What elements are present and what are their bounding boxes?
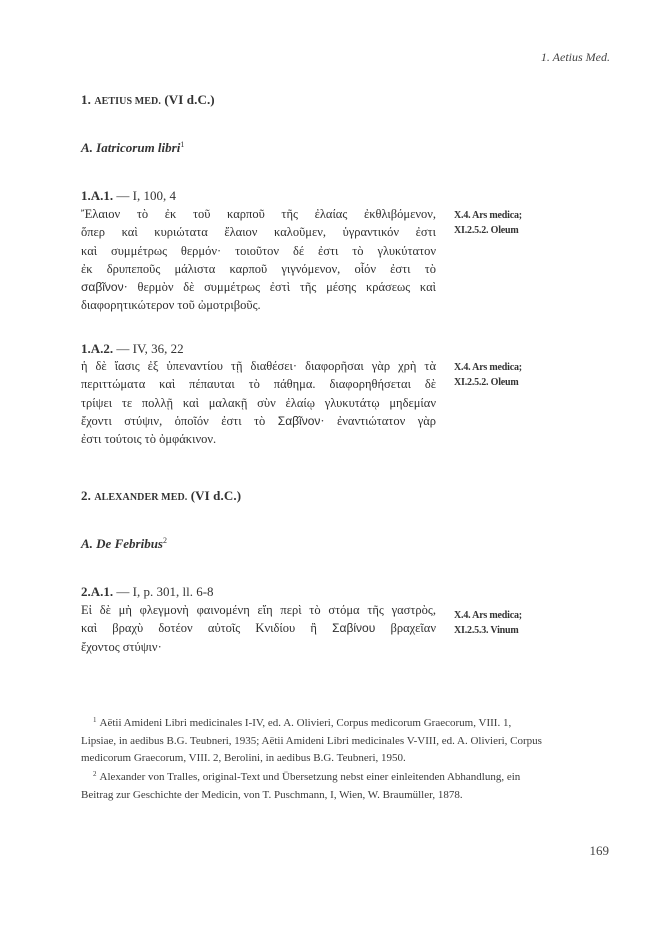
passage-line: ἡ δὲ ἴασις ἐξ ὑπεναντίου τῇ διαθέσει· διαφορῆσαι γὰρ χρὴ τὰ	[81, 359, 436, 373]
margin-line: X.4. Ars medica;	[454, 362, 522, 373]
footnote	[81, 766, 609, 804]
highlighted-term: Σαβίνου	[332, 621, 376, 636]
passage-line: διαφορητικώτερον τοῦ ὠμοτριβοῦς.	[81, 298, 261, 313]
passage-line: ὅπερ καὶ κυριώτατα ἔλαιον καλοῦμεν, ὑγραντικόν ἐστι	[81, 225, 436, 240]
margin-line: X.4. Ars medica;	[454, 610, 522, 621]
section-heading	[81, 92, 215, 108]
section-number: 2.	[81, 488, 91, 503]
passage-line: ἐκ δρυπεποῦς μάλιστα καρποῦ γιγνόμενον, οἷόν ἐστι τὸ	[81, 261, 436, 276]
footnote-line: medicorum Graecorum, VIII. 2, Berolini, in aedibus B.G. Teubneri, 1950.	[81, 752, 406, 765]
entry-ref: 1.A.2.	[81, 341, 114, 356]
passage-line: ἔχοντι στύψιν, ὁποῖόν ἐστι τὸ Σαβῖνον· ἐναντιώτατον γὰρ	[81, 413, 437, 428]
margin-classification	[454, 609, 522, 638]
section-date: (VI d.C.)	[164, 92, 215, 107]
entry-heading	[81, 341, 184, 357]
section-author: ALEXANDER MED.	[94, 492, 188, 503]
highlighted-term: σαβῖνον	[81, 280, 124, 295]
margin-line: X.4. Ars medica;	[454, 210, 522, 221]
section-date: (VI d.C.)	[190, 488, 242, 503]
passage-line: Ἔλαιον τὸ ἐκ τοῦ καρποῦ τῆς ἐλαίας ἐκθλιβόμενον,	[81, 207, 436, 221]
passage-line: σαβῖνον· θερμὸν δὲ συμμέτρως ἐστὶ τῆς μέσης κράσεως καὶ	[81, 280, 436, 295]
passage-line: καὶ βραχὺ δοτέον αὐτοῖς Κνιδίου ἢ Σαβίνου βραχεῖαν	[81, 621, 436, 636]
margin-line: XI.2.5.3. Vinum	[454, 624, 519, 636]
work-title	[81, 536, 167, 552]
passage-line: ἔχοντος στύψιν·	[81, 639, 162, 654]
footnote-line: Beitrag zur Geschichte der Medicin, von T. Puschmann, I, Wien, W. Braumüller, 1878.	[81, 788, 463, 801]
margin-line: XI.2.5.2. Oleum	[454, 224, 519, 236]
footnote-text: Alexander von Tralles, original-Text und Übersetzung nebst einer einleitenden Abhandlung, ein	[99, 771, 521, 783]
footnote	[81, 712, 609, 768]
footnote-line	[81, 766, 609, 787]
passage-line: Εἰ δὲ μὴ φλεγμονὴ φαινομένη εἴη περὶ τὸ στόμα τῆς γαστρὸς,	[81, 603, 436, 617]
passage-line: καὶ συμμέτρως θερμόν· τοιοῦτον δέ ἐστι τὸ γλυκύτατον	[81, 243, 436, 258]
entry-heading	[81, 188, 176, 204]
footnote-ref: 1	[180, 140, 185, 149]
footnote-text: Aëtii Amideni Libri medicinales I-IV, ed. A. Olivieri, Corpus medicorum Graecorum, VIII. 1,	[99, 717, 512, 729]
greek-passage	[81, 205, 436, 315]
margin-classification	[454, 209, 522, 238]
entry-ref: 1.A.1.	[81, 188, 114, 203]
section-number: 1.	[81, 92, 91, 107]
page-number: 169	[589, 843, 609, 858]
footnote-number: 1	[93, 716, 97, 724]
work-label: A. Iatricorum libri	[81, 140, 181, 155]
greek-passage	[81, 601, 436, 656]
footnote-number: 2	[93, 770, 97, 778]
margin-classification	[454, 361, 522, 390]
passage-line: ἐστι τούτοις τὸ ὀμφάκινον.	[81, 432, 217, 447]
section-heading	[81, 488, 241, 504]
entry-location: — I, 100, 4	[116, 188, 176, 203]
entry-heading	[81, 584, 214, 600]
footnote-line: Lipsiae, in aedibus B.G. Teubneri, 1935; Aëtii Amideni Libri medicinales V-VIII, ed. A. Olivieri, Corpus	[81, 734, 542, 747]
entry-ref: 2.A.1.	[81, 584, 114, 599]
work-title	[81, 140, 184, 156]
entry-location: — IV, 36, 22	[116, 341, 184, 356]
greek-passage	[81, 357, 436, 448]
footnote-ref: 2	[162, 536, 167, 545]
passage-line: περιττώματα καὶ πέπαυται τὸ πάθημα. διαφορηθήσεται δὲ	[81, 377, 436, 392]
work-label: A. De Febribus	[81, 536, 163, 551]
entry-location: — I, p. 301, ll. 6-8	[116, 584, 214, 599]
margin-line: XI.2.5.2. Oleum	[454, 376, 519, 388]
highlighted-term: Σαβῖνον	[277, 413, 321, 428]
running-head: 1. Aetius Med.	[540, 50, 610, 64]
footnote-line	[81, 712, 609, 733]
section-author: AETIUS MED.	[94, 96, 161, 107]
passage-line: τρίψει τε πολλῇ καὶ μαλακῇ σὺν ἐλαίῳ γλυκυτάτῳ μηδεμίαν	[81, 395, 436, 410]
